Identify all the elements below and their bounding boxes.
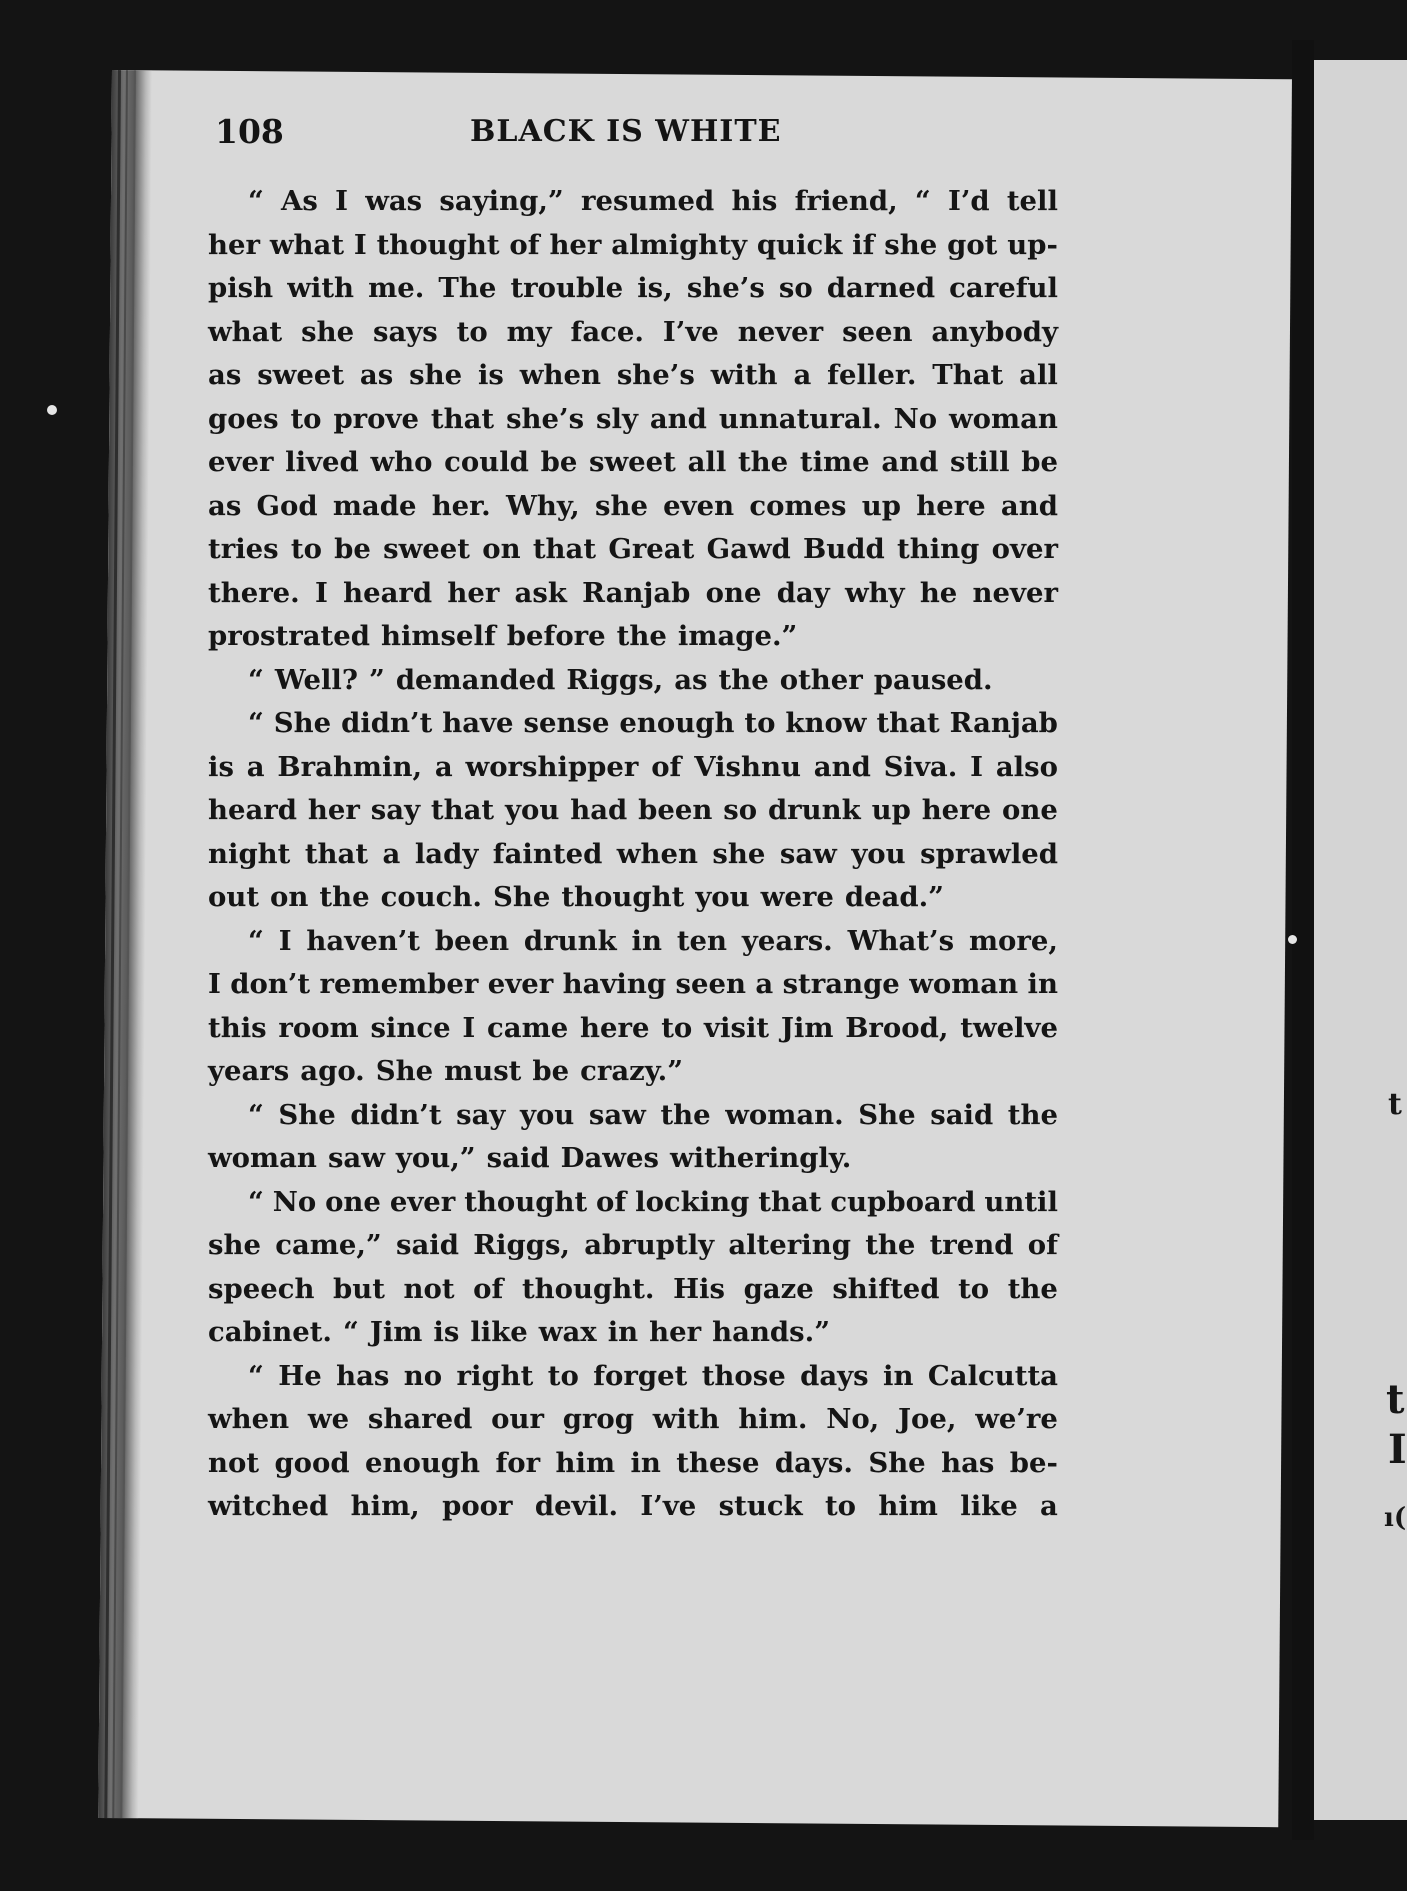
running-head: BLACK IS WHITE bbox=[470, 114, 782, 149]
facing-page-fragment: I bbox=[1388, 1426, 1407, 1473]
text-line: pish with me. The trouble is, she’s so darned careful bbox=[208, 272, 1058, 304]
page-header bbox=[215, 112, 1045, 162]
text-line: as God made her. Why, she even comes up here and bbox=[208, 489, 1058, 522]
text-line: ever lived who could be sweet all the time and still be bbox=[208, 446, 1058, 478]
text-line: “ She didn’t have sense enough to know that Ranjab bbox=[248, 707, 1058, 739]
text-line: her what I thought of her almighty quick if she got up- bbox=[208, 228, 1058, 261]
facing-page-fragment: ı( bbox=[1384, 1503, 1407, 1533]
text-line: there. I heard her ask Ranjab one day why he never bbox=[208, 576, 1058, 609]
facing-page-fragment: t bbox=[1388, 1087, 1402, 1122]
text-line: prostrated himself before the image.” bbox=[208, 620, 798, 652]
body-text bbox=[208, 180, 1058, 1529]
text-line: “ No one ever thought of locking that cupboard until bbox=[248, 1185, 1058, 1218]
text-line: cabinet. “ Jim is like wax in her hands.” bbox=[208, 1316, 831, 1348]
text-line: not good enough for him in these days. She has be- bbox=[208, 1446, 1058, 1479]
text-line: years ago. She must be crazy.” bbox=[208, 1055, 684, 1087]
text-line: woman saw you,” said Dawes witheringly. bbox=[208, 1142, 852, 1174]
scan-speck bbox=[1288, 935, 1297, 944]
facing-page-edge bbox=[1314, 60, 1407, 1820]
text-line: heard her say that you had been so drunk up here one bbox=[208, 794, 1058, 826]
text-line: “ As I was saying,” resumed his friend, “ I’d tell bbox=[248, 185, 1058, 217]
text-line: as sweet as she is when she’s with a feller. That all bbox=[208, 359, 1058, 391]
text-line: out on the couch. She thought you were dead.” bbox=[208, 881, 944, 913]
scan-speck bbox=[47, 405, 57, 415]
page-number: 108 bbox=[215, 112, 284, 151]
text-line: “ I haven’t been drunk in ten years. What’s more, bbox=[248, 924, 1058, 957]
text-line: she came,” said Riggs, abruptly altering the trend of bbox=[208, 1229, 1058, 1261]
text-line: “ He has no right to forget those days in Calcutta bbox=[248, 1359, 1058, 1392]
facing-page-fragment: t bbox=[1386, 1376, 1405, 1423]
text-line: “ She didn’t say you saw the woman. She said the bbox=[248, 1098, 1058, 1131]
text-line: speech but not of thought. His gaze shifted to the bbox=[208, 1272, 1058, 1305]
text-line: goes to prove that she’s sly and unnatural. No woman bbox=[208, 402, 1058, 435]
text-line: when we shared our grog with him. No, Joe, we’re bbox=[208, 1403, 1058, 1435]
text-line: tries to be sweet on that Great Gawd Budd thing over bbox=[208, 533, 1058, 565]
text-line: I don’t remember ever having seen a strange woman in bbox=[208, 968, 1058, 1000]
text-line: this room since I came here to visit Jim Brood, twelve bbox=[208, 1011, 1058, 1044]
text-line: what she says to my face. I’ve never seen anybody bbox=[208, 315, 1058, 348]
text-line: night that a lady fainted when she saw you sprawled bbox=[208, 837, 1058, 870]
text-line: witched him, poor devil. I’ve stuck to him like a bbox=[208, 1490, 1058, 1522]
text-line: is a Brahmin, a worshipper of Vishnu and Siva. I also bbox=[208, 750, 1058, 783]
text-line: “ Well? ” demanded Riggs, as the other paused. bbox=[248, 663, 993, 696]
